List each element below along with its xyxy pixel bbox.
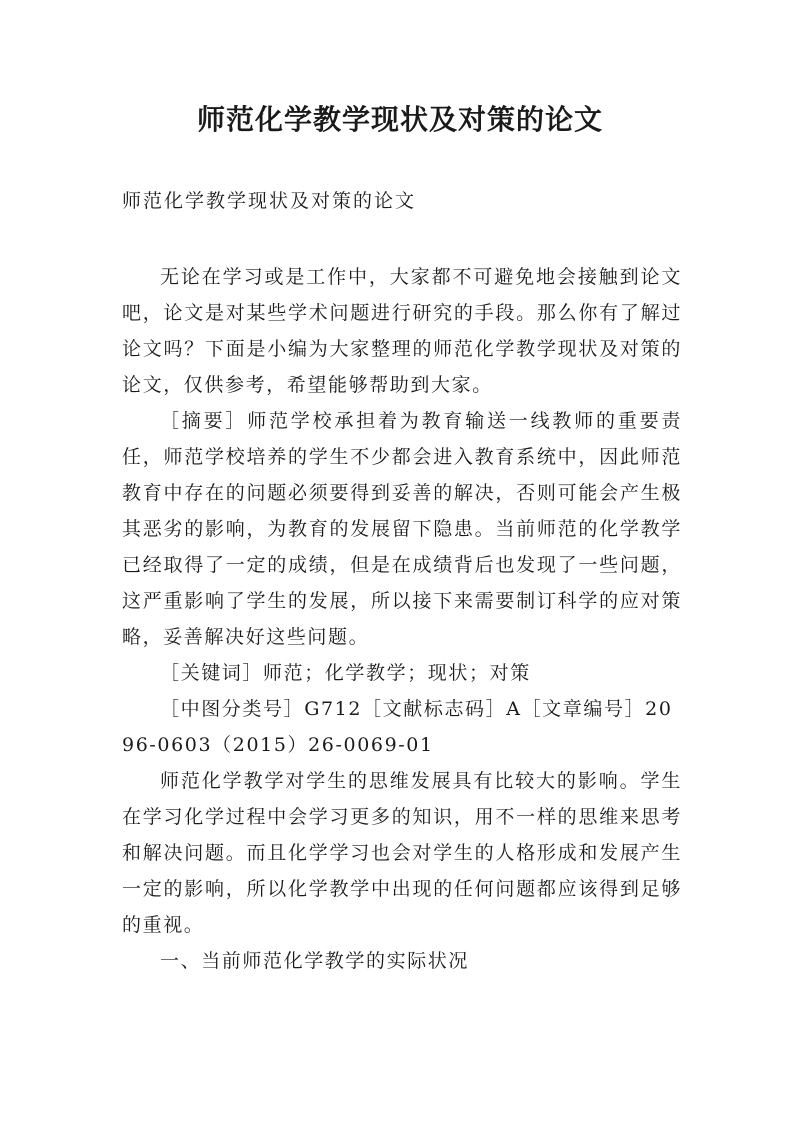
document-subtitle: 师范化学教学现状及对策的论文 (122, 190, 417, 212)
intro-paragraph: 无论在学习或是工作中，大家都不可避免地会接触到论文吧，论文是对某些学术问题进行研究的手段。那么你有了解过论文吗？下面是小编为大家整理的师范化学教学现状及对策的论文，仅供参考，希望能够帮助到大家。 (122, 266, 682, 396)
classification-paragraph: ［中图分类号］G712［文献标志码］A［文章编号］2096-0603（2015）26-0069-01 (122, 698, 673, 756)
document-body (122, 259, 682, 979)
body-paragraph: 师范化学教学对学生的思维发展具有比较大的影响。学生在学习化学过程中会学习更多的知识，用不一样的思维来思考和解决问题。而且化学学习也会对学生的人格形成和发展产生一定的影响，所以化学教学中出现的任何问题都应该得到足够的重视。 (122, 770, 682, 936)
keywords-paragraph: ［关键词］师范；化学教学；现状；对策 (160, 662, 531, 684)
document-title: 师范化学教学现状及对策的论文 (196, 103, 603, 136)
section-heading: 一、当前师范化学教学的实际状况 (160, 950, 470, 972)
abstract-paragraph: ［摘要］师范学校承担着为教育输送一线教师的重要责任，师范学校培养的学生不少都会进入教育系统中，因此师范教育中存在的问题必须要得到妥善的解决，否则可能会产生极其恶劣的影响，为教育的发展留下隐患。当前师范的化学教学已经取得了一定的成绩，但是在成绩背后也发现了一些问题，这严重影响了学生的发展，所以接下来需要制订科学的应对策略，妥善解决好这些问题。 (122, 410, 682, 648)
